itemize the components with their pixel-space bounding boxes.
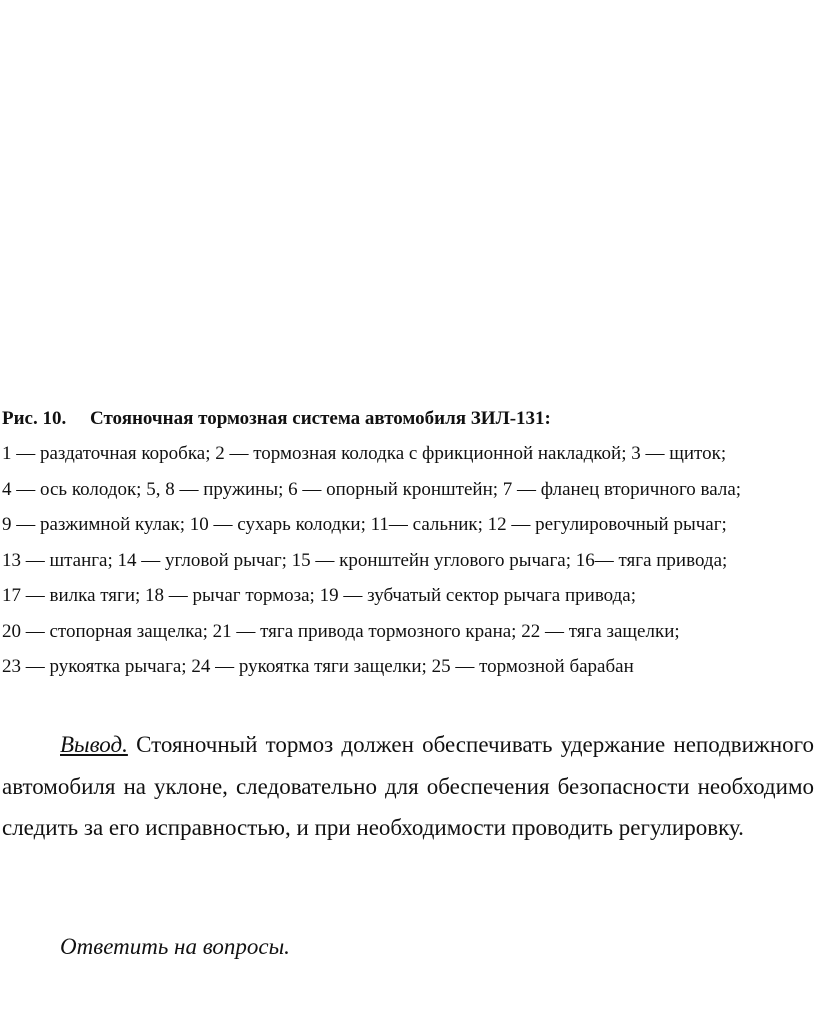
figure-caption	[2, 401, 814, 685]
legend-line: 4 — ось колодок; 5, 8 — пружины; 6 — опорный кронштейн; 7 — фланец вторичного вала;	[2, 478, 742, 500]
questions-heading: Ответить на вопросы.	[60, 934, 290, 959]
conclusion-text: Стояночный тормоз должен обеспечивать удержание неподвижного автомобиля на уклоне, следовательно для обеспечения безопасности необходимо следить за его исправностью, и при необходимости проводить регулировку.	[2, 732, 814, 840]
conclusion-paragraph	[2, 724, 814, 849]
legend-line: 9 — разжимной кулак; 10 — сухарь колодки; 11— сальник; 12 — регулировочный рычаг;	[2, 514, 727, 535]
legend-line: 20 — стопорная защелка; 21 — тяга привода тормозного крана; 22 — тяга защелки;	[2, 620, 680, 642]
figure-title	[2, 401, 814, 436]
conclusion-lead: Вывод.	[60, 732, 128, 757]
legend-line: 1 — раздаточная коробка; 2 — тормозная колодка с фрикционной накладкой; 3 — щиток;	[2, 443, 727, 464]
legend-line: 23 — рукоятка рычага; 24 — рукоятка тяги защелки; 25 — тормозной барабан	[2, 656, 634, 677]
legend-line: 13 — штанга; 14 — угловой рычаг; 15 — кронштейн углового рычага; 16— тяга привода;	[2, 549, 728, 571]
legend-line: 17 — вилка тяги; 18 — рычаг тормоза; 19 — зубчатый сектор рычага привода;	[2, 585, 636, 606]
figure-number: Рис. 10.	[2, 408, 67, 429]
figure-title-text: Стояночная тормозная система автомобиля ЗИЛ-131:	[90, 408, 551, 429]
